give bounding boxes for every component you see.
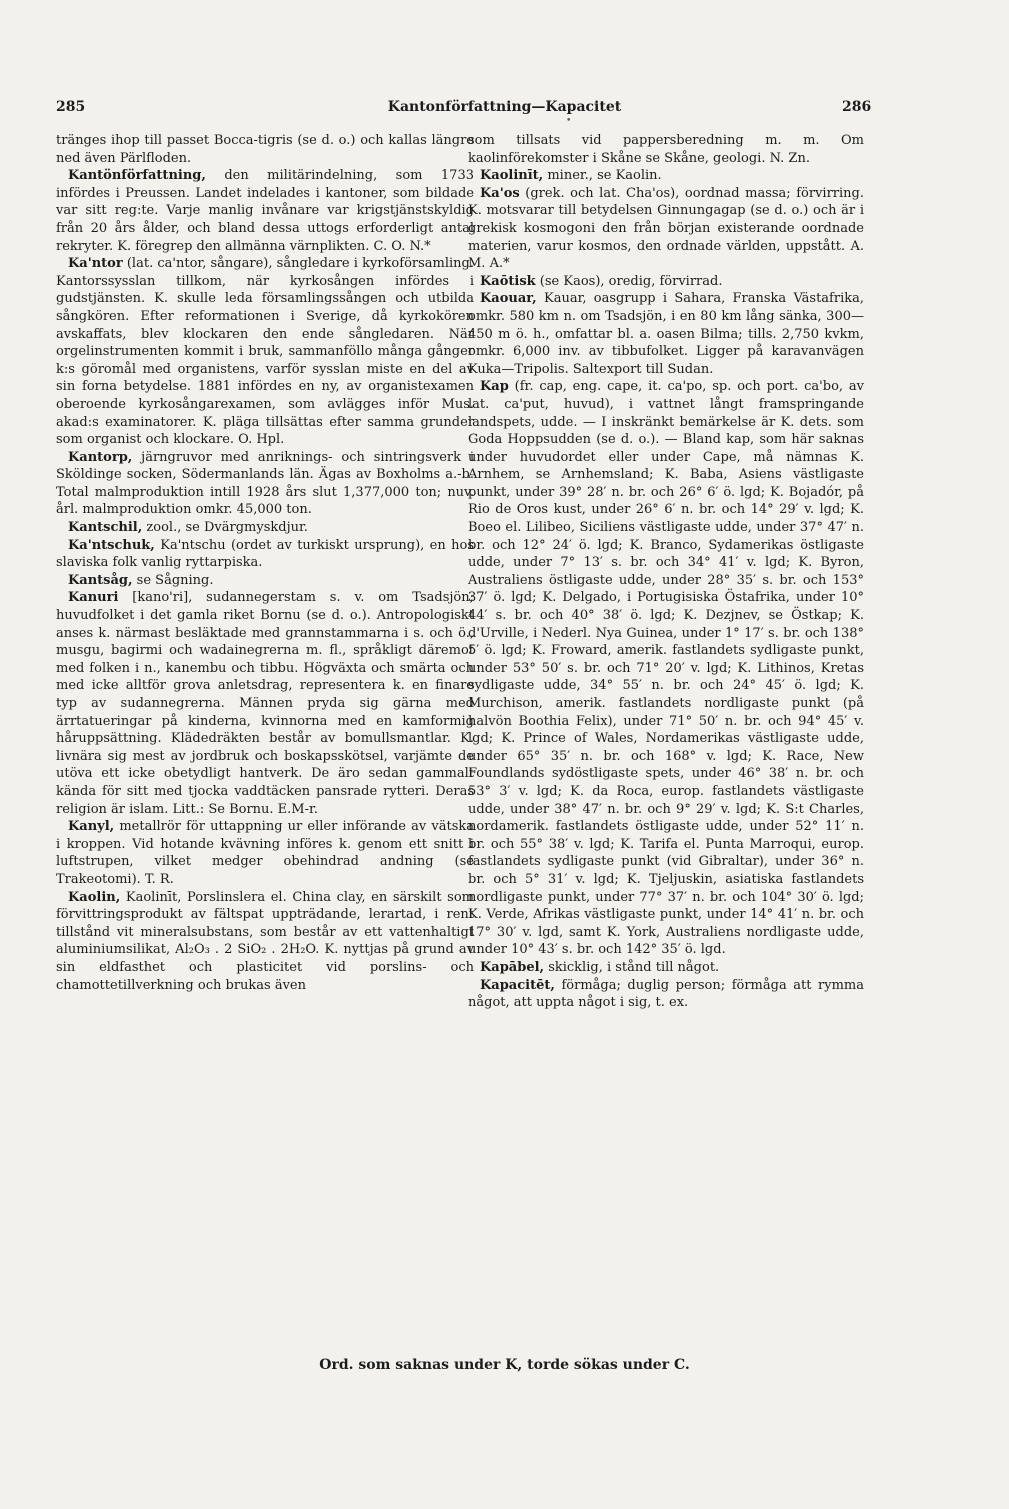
dictionary-entry bbox=[468, 132, 864, 167]
entry-text: Ka'ntschu (ordet av turkiskt ursprung), en hos slaviska folk vanlig ryttarpiska. bbox=[56, 537, 474, 571]
entry-text: (se Kaos), oredig, förvirrad. bbox=[535, 273, 723, 289]
entry-text: (grek. och lat. Cha'os), oordnad massa; förvirring. K. motsvarar till betydelsen Ginnungagap (se d. o.) och är i grekisk kosmogoni den från början existerande oordnade materien, varur kosmos, den ordnade världen, uppstått. A. M. A.* bbox=[468, 185, 864, 272]
entry-text: järngruvor med anriknings- och sintringsverk i Sköldinge socken, Södermanlands län. Ägas av Boxholms a.-b. Total malmproduktion intill 1928 års slut 1,377,000 ton; nuv. årl. malmproduktion omkr. 45,000 ton. bbox=[56, 449, 474, 518]
dictionary-entry bbox=[468, 290, 864, 378]
page-number-right: 286 bbox=[842, 99, 872, 115]
dictionary-entry bbox=[468, 977, 864, 1012]
entry-text: Kauar, oasgrupp i Sahara, Franska Västafrika, omkr. 580 km n. om Tsadsjön, i en 80 km lång sänka, 300—450 m ö. h., omfattar bl. a. oasen Bilma; tills. 2,750 kvkm, omkr. 6,000 inv. av tibbufolket. Ligger på karavanvägen Kuka—Tripolis. Saltexport till Sudan. bbox=[468, 291, 864, 377]
left-column bbox=[56, 132, 474, 994]
entry-text: (fr. cap, eng. cape, it. ca'po, sp. och port. ca'bo, av lat. ca'put, huvud), i vattnet långt framspringande landspets, udde. — I inskränkt bemärkelse är K. dets. som Goda Hoppsudden (se d. o.). — Bland kap, som här saknas under huvudordet eller under Cape, må nämnas K. Arnhem, se Arnhemsland; K. Baba, Asiens västligaste punkt, under 39° 28′ n. br. och 26° 6′ ö. lgd; K. Bojadór, på Rio de Oros kust, under 26° 6′ n. br. och 14° 29′ v. lgd; K. Boeo el. Lilibeo, Siciliens västligaste udde, under 37° 47′ n. br. och 12° 24′ ö. lgd; K. Branco, Sydamerikas östligaste udde, under 7° 13′ s. br. och 34° 41′ v. lgd; K. Byron, Australiens östligaste udde, under 28° 35′ s. br. och 153° 37′ ö. lgd; K. Delgado, i Portugisiska Östafrika, under 10° 44′ s. br. och 40° 38′ ö. lgd; K. Dezjnev, se Östkap; K. d'Urville, i Nederl. Nya Guinea, under 1° 17′ s. br. och 138° 5′ ö. lgd; K. Froward, amerik. fastlandets sydligaste punkt, under 53° 50′ s. br. och 71° 20′ v. lgd; K. Lithinos, Kretas sydligaste udde, 34° 55′ n. br. och 24° 45′ ö. lgd; K. Murchison, amerik. fastlandets nordligaste punkt (på halvön Boothia Felix), under 71° 50′ n. br. och 94° 45′ v. lgd; K. Prince of Wales, Nordamerikas västligaste udde, under 65° 35′ n. br. och 168° v. lgd; K. Race, New Foundlands sydöstligaste spets, under 46° 38′ n. br. och 53° 3′ v. lgd; K. da Roca, europ. fastlandets västligaste udde, under 38° 47′ n. br. och 9° 29′ v. lgd; K. S:t Charles, nordamerik. fastlandets östligaste udde, under 52° 11′ n. br. och 55° 38′ v. lgd; K. Tarifa el. Punta Marroqui, europ. fastlandets sydligaste punkt (vid Gibraltar), under 36° n. br. och 5° 31′ v. lgd; K. Tjeljuskin, asiatiska fastlandets nordligaste punkt, under 77° 37′ n. br. och 104° 30′ ö. lgd; K. Verde, Afrikas västligaste punkt, under 14° 41′ n. br. och 17° 30′ v. lgd, samt K. York, Australiens nordligaste udde, under 10° 43′ s. br. och 142° 35′ ö. lgd. bbox=[468, 379, 864, 958]
entry-headword: Kapacitēt, bbox=[480, 977, 555, 993]
entry-text: [kano'ri], sudannegerstam s. v. om Tsadsjön; huvudfolket i det gamla riket Bornu (se d. o.). Antropologiskt anses k. närmast besläktade med grannstammarna i s. och ö., musgu, bagirmi och wadainegrerna m. fl., språkligt däremot med folken i n., kanembu och tibbu. Högväxta och smärta och med icke alltför grova anletsdrag, representera k. en finare typ av sudannegrerna. Männen pryda sig gärna med ärrtatueringar på kinderna, kvinnorna med en kamformig håruppsättning. Klädedräkten består av bomullsmantlar. K. livnära sig mest av jordbruk och boskapsskötsel, varjämte de utöva ett icke obetydligt hantverk. De äro sedan gammalt kända för sitt med tjocka vaddtäcken pansrade rytteri. Deras religion är islam. Litt.: Se Bornu. E.M-r. bbox=[56, 590, 474, 817]
entry-headword: Kantschil, bbox=[68, 520, 143, 536]
dictionary-entry bbox=[56, 519, 474, 537]
entry-headword: Ka'ntschuk, bbox=[68, 537, 155, 553]
dictionary-entry bbox=[56, 889, 474, 995]
entry-text: som tillsats vid pappersberedning m. m. Om kaolinförekomster i Skåne se Skåne, geologi. N. Zn. bbox=[468, 133, 864, 166]
entry-headword: Ka'os bbox=[480, 185, 520, 201]
entry-headword: Kap bbox=[480, 379, 509, 395]
entry-text: tränges ihop till passet Bocca-tigris (se d. o.) och kallas längre ned även Pärlfloden. bbox=[56, 133, 474, 166]
dictionary-entry bbox=[56, 132, 474, 167]
dictionary-entry bbox=[56, 589, 474, 818]
right-column bbox=[468, 132, 864, 1012]
entry-text: skicklig, i stånd till något. bbox=[544, 959, 720, 975]
entry-text: miner., se Kaolin. bbox=[543, 168, 662, 184]
entry-text: den militärindelning, som 1733 infördes i Preussen. Landet indelades i kantoner, som bildade var sitt reg:te. Varje manlig invånare var krigstjänstskyldig från 20 års ålder, och bland dessa uttogs erforderligt antal rekryter. K. föregrep den allmänna värnplikten. C. O. N.* bbox=[56, 168, 474, 254]
running-title: Kantonförfattning—Kapacitet bbox=[387, 99, 622, 115]
entry-headword: Kantorp, bbox=[68, 449, 133, 465]
entry-headword: Kantönförfattning, bbox=[68, 168, 206, 184]
entry-headword: Kapābel, bbox=[480, 959, 545, 975]
dictionary-entry bbox=[56, 572, 474, 590]
entry-headword: Kaouar, bbox=[480, 291, 537, 307]
entry-headword: Kaolin, bbox=[68, 889, 121, 905]
entry-headword: Ka'ntor bbox=[68, 256, 123, 272]
dictionary-entry bbox=[56, 537, 474, 572]
entry-headword: Kantsåg, bbox=[68, 572, 133, 588]
entry-text: metallrör för uttappning ur eller införande av vätska i kroppen. Vid hotande kvävning införes k. genom ett snitt i luftstrupen, vilket medger obehindrad andning (se Trakeotomi). T. R. bbox=[56, 819, 474, 887]
entry-text: (lat. ca'ntor, sångare), sångledare i kyrkoförsamling. Kantorssysslan tillkom, när kyrkosången infördes i gudstjänsten. K. skulle leda församlingssången och utbilda sångkören. Efter reformationen i Sverige, då kyrkokören avskaffats, blev klockaren den ende sångledaren. När orgelinstrumenten kommit i bruk, sammanföllo många gånger k:s göromål med organistens, varför sysslan miste en del av sin forna betydelse. 1881 infördes en ny, av organistexamen oberoende kyrkosångarexamen, som avlägges inför Mus. akad:s examinatorer. K. pläga tillsättas efter samma grunder som organist och klockare. O. Hpl. bbox=[56, 256, 474, 448]
dictionary-entry bbox=[56, 449, 474, 519]
dictionary-entry bbox=[56, 167, 474, 255]
entry-headword: Kanyl, bbox=[68, 819, 115, 835]
entry-text: Kaolinīt, Porslinslera el. China clay, en särskilt som förvittringsprodukt av fältspat uppträdande, lerartad, i rent tillstånd vit mineralsubstans, som består av ett vattenhaltigt aluminiumsilikat, Al₂O₃ . 2 SiO₂ . 2H₂O. K. nyttjas på grund av sin eldfasthet och plasticitet vid porslins- och chamottetillverkning och brukas även bbox=[56, 889, 474, 993]
dictionary-entry bbox=[468, 273, 864, 291]
dictionary-entry bbox=[468, 378, 864, 959]
dictionary-entry bbox=[468, 185, 864, 273]
dictionary-entry bbox=[468, 959, 864, 977]
footer-note: Ord. som saknas under K, torde sökas under C. bbox=[319, 1357, 690, 1373]
entry-text: förmåga; duglig person; förmåga att rymma något, att uppta något i sig, t. ex. bbox=[468, 977, 864, 1011]
page-number-left: 285 bbox=[56, 99, 86, 115]
entry-headword: Kaolinīt, bbox=[480, 168, 544, 184]
print-mark: • bbox=[566, 116, 572, 126]
entry-headword: Kanuri bbox=[68, 590, 119, 606]
entry-text: zool., se Dvärgmyskdjur. bbox=[142, 520, 308, 536]
entry-text: se Sågning. bbox=[132, 572, 214, 588]
dictionary-entry bbox=[56, 818, 474, 888]
dictionary-entry bbox=[468, 167, 864, 185]
dictionary-entry bbox=[56, 255, 474, 449]
entry-headword: Kaōtisk bbox=[480, 273, 536, 289]
